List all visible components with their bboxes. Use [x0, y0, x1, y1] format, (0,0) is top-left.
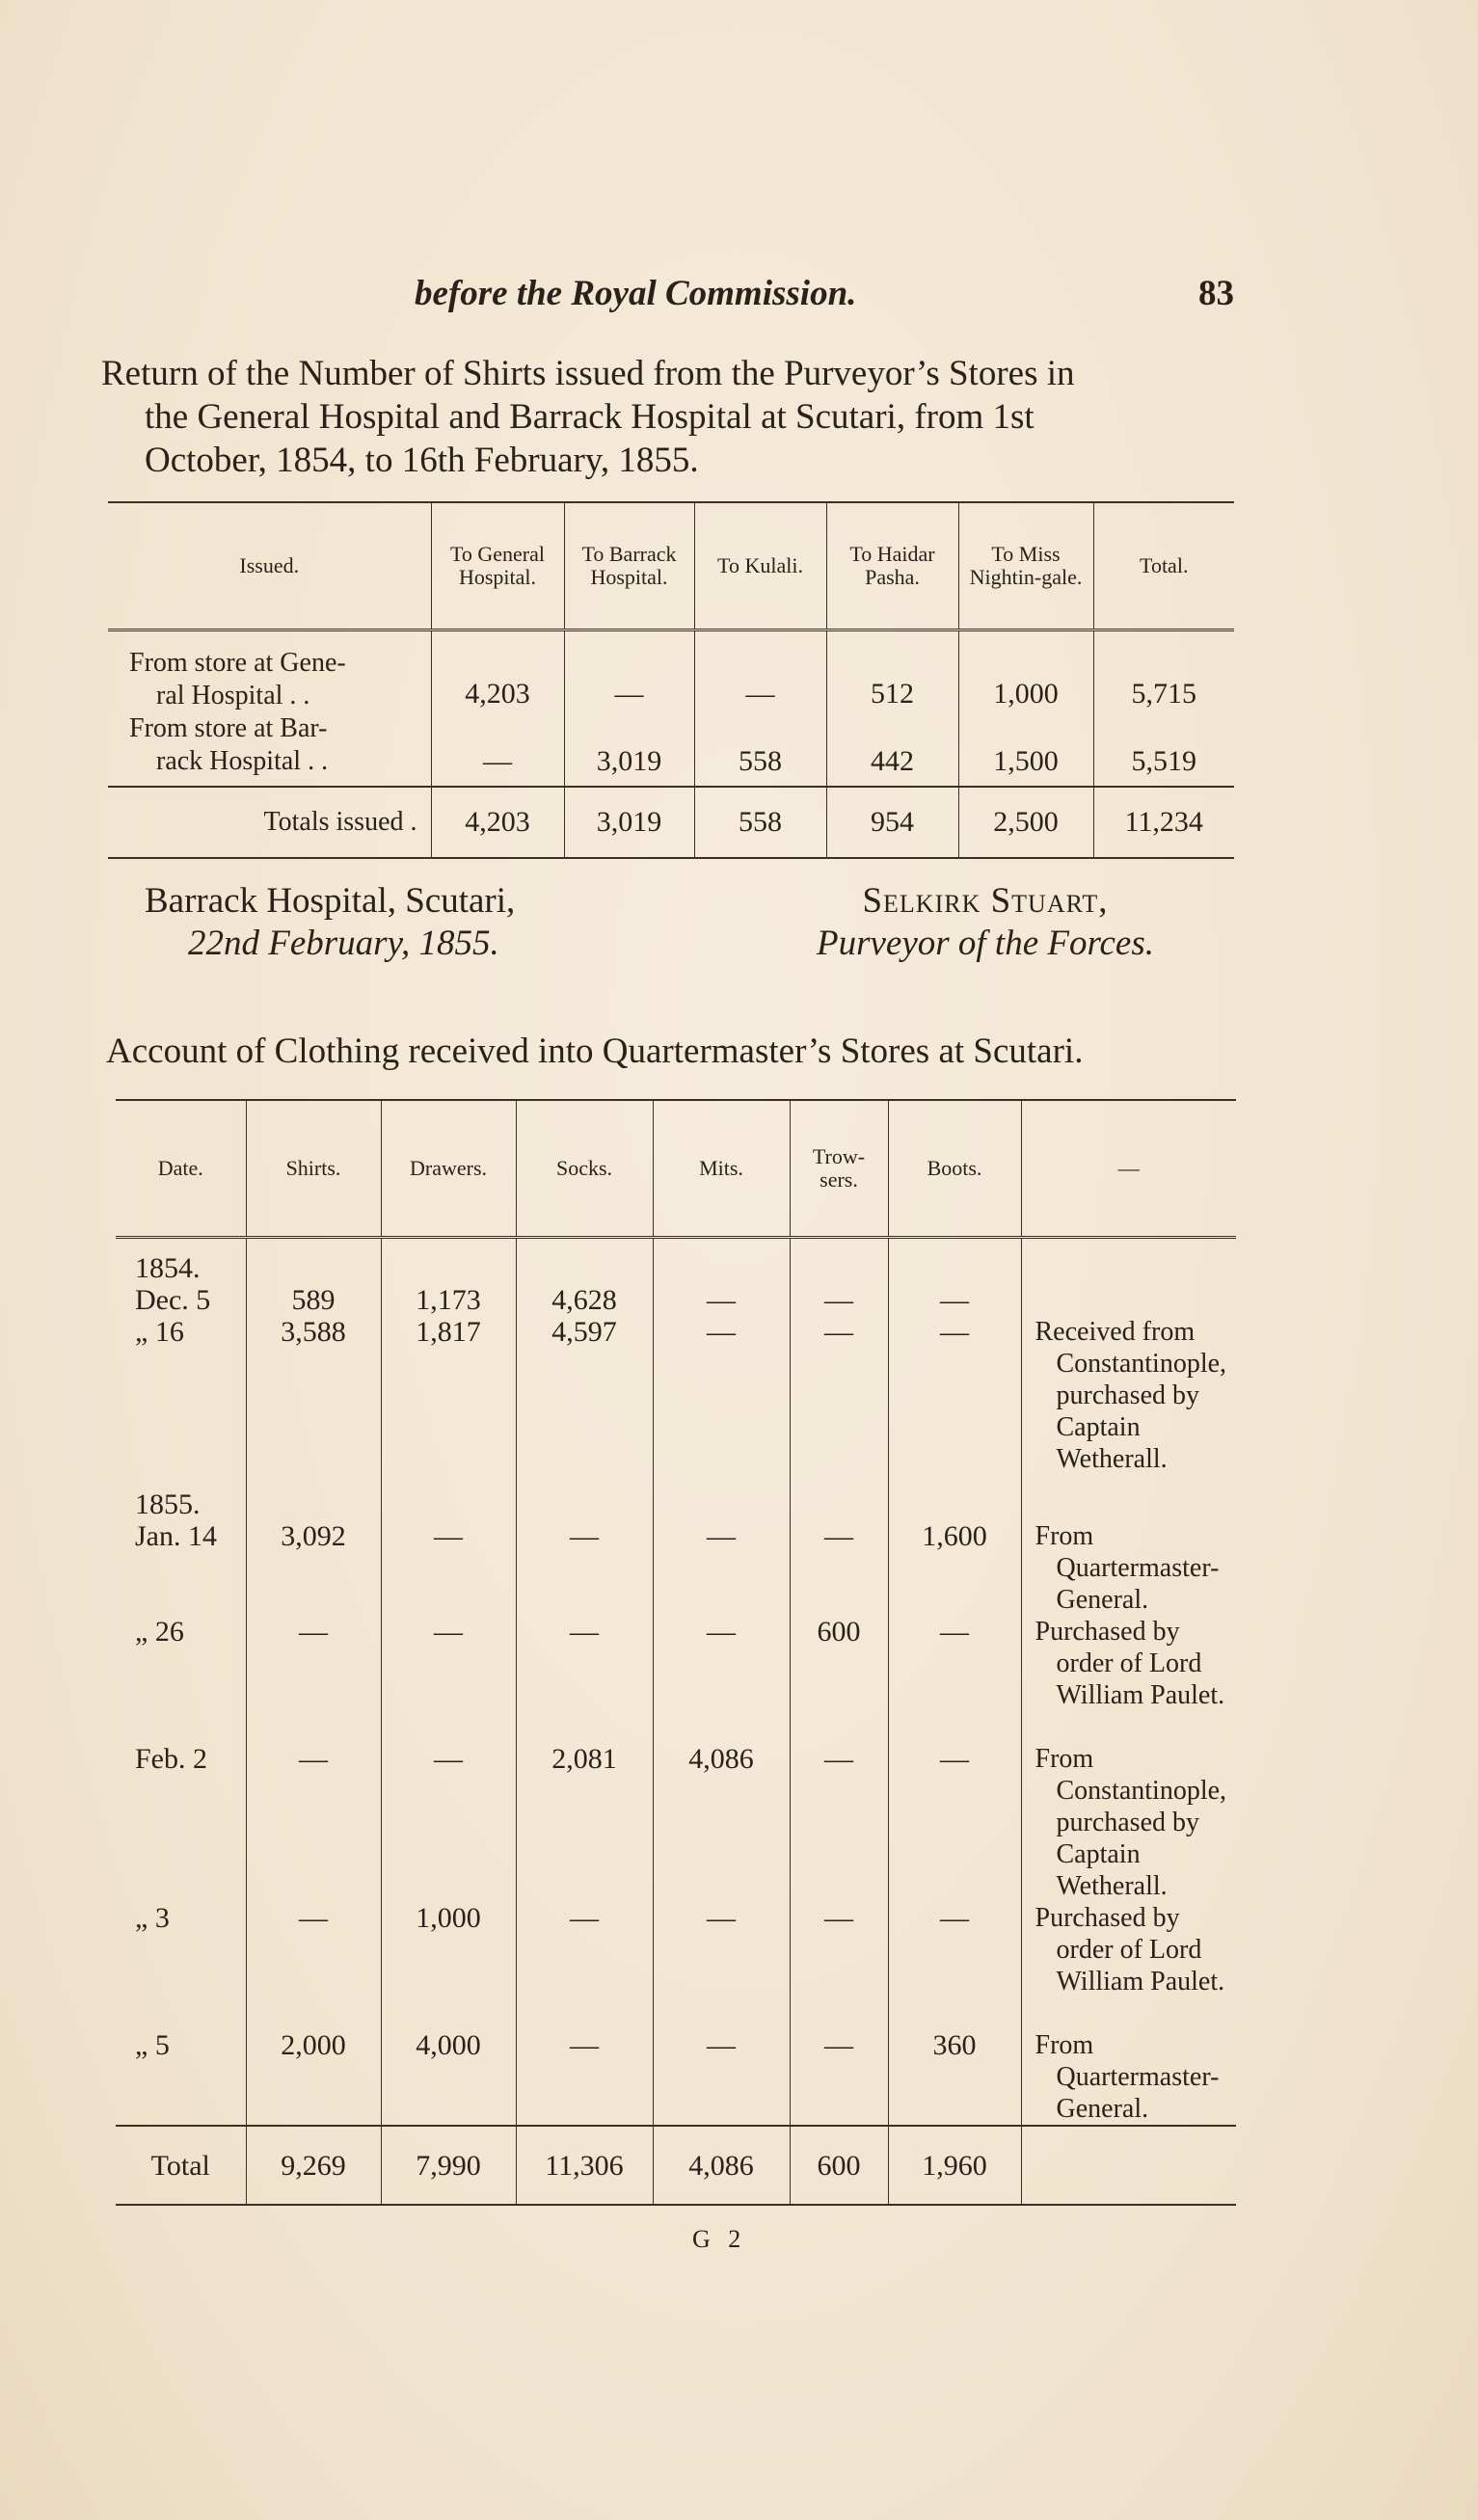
- totals-label: Total: [116, 2126, 246, 2205]
- date-label: „ 5: [135, 2029, 170, 2061]
- col-header-general-hospital: To General Hospital.: [431, 502, 564, 630]
- col-header-drawers: Drawers.: [381, 1100, 516, 1238]
- col-header-kulali: To Kulali.: [694, 502, 826, 630]
- signature-mark: G 2: [692, 2225, 747, 2253]
- table-row: [116, 1902, 1236, 2029]
- total-cell: 4,203: [431, 787, 564, 858]
- col-header-boots: Boots.: [888, 1100, 1021, 1238]
- totals-row: [116, 2126, 1236, 2205]
- cell: 3,019: [564, 712, 694, 787]
- cell: —: [516, 1902, 653, 2029]
- cell: 4,203: [431, 630, 564, 713]
- cell: 2,000: [246, 2029, 381, 2126]
- cell: —: [694, 630, 826, 713]
- cell: 1,600: [888, 1475, 1021, 1616]
- date-cell: [116, 1616, 246, 1743]
- cell: 1,000: [381, 1902, 516, 2029]
- year-label: 1855.: [135, 1488, 201, 1520]
- total-cell: 7,990: [381, 2126, 516, 2205]
- totals-row: [108, 787, 1234, 858]
- total-cell: 3,019: [564, 787, 694, 858]
- cell: —: [653, 1316, 790, 1475]
- col-header-trowsers: Trow-sers.: [790, 1100, 888, 1238]
- signature-place: Barrack Hospital, Scutari,: [145, 881, 516, 921]
- cell: —: [381, 1616, 516, 1743]
- table-header-row: [108, 502, 1234, 630]
- date-label: Jan. 14: [135, 1520, 217, 1552]
- total-cell: 2,500: [958, 787, 1093, 858]
- clothing-received-table: [116, 1099, 1236, 2206]
- cell: —: [888, 1238, 1021, 1317]
- table1-caption: [101, 352, 1239, 482]
- table-row: [116, 1316, 1236, 1475]
- col-header-total: Total.: [1093, 502, 1234, 630]
- cell: —: [790, 1902, 888, 2029]
- cell: 3,588: [246, 1316, 381, 1475]
- date-cell: [116, 1475, 246, 1616]
- cell: —: [381, 1475, 516, 1616]
- cell: 600: [790, 1616, 888, 1743]
- cell: 442: [826, 712, 958, 787]
- date-cell: [116, 2029, 246, 2126]
- col-header-barrack-hospital: To Barrack Hospital.: [564, 502, 694, 630]
- remark-text: Purchased by order of Lord William Paulet.: [1035, 1617, 1225, 1710]
- total-cell: 1,960: [888, 2126, 1021, 2205]
- table-row: [116, 1238, 1236, 1317]
- remark-cell: [1021, 1902, 1236, 2029]
- cell: —: [888, 1743, 1021, 1902]
- cell: 360: [888, 2029, 1021, 2126]
- row-label-line: rack Hospital . .: [156, 746, 329, 776]
- total-cell: [1021, 2126, 1236, 2205]
- cell: —: [653, 2029, 790, 2126]
- date-label: „ 26: [135, 1616, 184, 1648]
- signature-date: 22nd February, 1855.: [188, 924, 499, 963]
- cell: —: [790, 2029, 888, 2126]
- cell: —: [653, 1616, 790, 1743]
- cell: 1,173: [381, 1238, 516, 1317]
- remark-cell: [1021, 1475, 1236, 1616]
- totals-label: Totals issued .: [108, 787, 431, 858]
- cell: —: [888, 1902, 1021, 2029]
- total-cell: 954: [826, 787, 958, 858]
- cell: —: [516, 2029, 653, 2126]
- cell: 512: [826, 630, 958, 713]
- total-cell: 4,086: [653, 2126, 790, 2205]
- cell: —: [653, 1475, 790, 1616]
- col-header-issued: Issued.: [108, 502, 431, 630]
- cell: 4,000: [381, 2029, 516, 2126]
- cell: —: [790, 1316, 888, 1475]
- total-cell: 600: [790, 2126, 888, 2205]
- cell: —: [246, 1902, 381, 2029]
- table-row: [116, 1743, 1236, 1902]
- col-header-shirts: Shirts.: [246, 1100, 381, 1238]
- cell: —: [564, 630, 694, 713]
- remark-cell: [1021, 2029, 1236, 2126]
- cell: 1,817: [381, 1316, 516, 1475]
- cell: 4,597: [516, 1316, 653, 1475]
- cell: 5,715: [1131, 678, 1196, 710]
- col-header-remarks: —: [1021, 1100, 1236, 1238]
- date-cell: [116, 1902, 246, 2029]
- cell: 2,081: [516, 1743, 653, 1902]
- date-cell: [116, 1316, 246, 1475]
- table1-caption-line3: October, 1854, to 16th February, 1855.: [145, 441, 699, 480]
- row-label-line: From store at Bar-: [129, 713, 328, 743]
- signature-place-date: [145, 880, 515, 965]
- cell: 1,500: [958, 712, 1093, 787]
- table-row: [116, 1475, 1236, 1616]
- row-label: [108, 712, 431, 787]
- date-cell: [116, 1238, 246, 1317]
- cell: —: [790, 1475, 888, 1616]
- cell: —: [246, 1616, 381, 1743]
- remark-cell: [1021, 1316, 1236, 1475]
- year-label: 1854.: [135, 1252, 201, 1284]
- shirts-issued-table: [108, 501, 1234, 859]
- total-cell: 558: [694, 787, 826, 858]
- signature-author: [783, 880, 1188, 965]
- cell: —: [516, 1616, 653, 1743]
- cell: 4,086: [653, 1743, 790, 1902]
- cell: 5,519: [1131, 745, 1196, 777]
- cell: —: [790, 1238, 888, 1317]
- table-header-row: [116, 1100, 1236, 1238]
- cell: 3,092: [246, 1475, 381, 1616]
- cell: —: [381, 1743, 516, 1902]
- signature-name: Selkirk Stuart,: [862, 881, 1109, 921]
- date-label: „ 16: [135, 1316, 184, 1348]
- table1-caption-line1: Return of the Number of Shirts issued from the Purveyor’s Stores in: [101, 354, 1075, 393]
- remark-text: From Quartermaster-General.: [1035, 1521, 1220, 1615]
- running-title: before the Royal Commission.: [415, 274, 857, 313]
- cell: —: [888, 1316, 1021, 1475]
- col-header-mits: Mits.: [653, 1100, 790, 1238]
- row-label-line: From store at Gene-: [129, 648, 346, 678]
- date-label: Dec. 5: [135, 1284, 211, 1316]
- signature-role: Purveyor of the Forces.: [816, 924, 1155, 963]
- remark-text: From Quartermaster-General.: [1035, 2030, 1220, 2124]
- remark-cell: [1021, 1616, 1236, 1743]
- table1-caption-line2: the General Hospital and Barrack Hospital at Scutari, from 1st: [145, 397, 1035, 437]
- cell: 589: [246, 1238, 381, 1317]
- cell: 558: [694, 712, 826, 787]
- date-label: Feb. 2: [135, 1743, 207, 1775]
- date-label: „ 3: [135, 1902, 170, 1934]
- total-cell: 11,306: [516, 2126, 653, 2205]
- cell: —: [790, 1743, 888, 1902]
- remark-text: Received from Constantinople, purchased by Captain Wetherall.: [1035, 1317, 1227, 1474]
- cell: —: [431, 712, 564, 787]
- cell: —: [653, 1238, 790, 1317]
- cell: —: [516, 1475, 653, 1616]
- total-cell: 11,234: [1093, 787, 1234, 858]
- table2-caption: Account of Clothing received into Quartermaster’s Stores at Scutari.: [106, 1032, 1084, 1071]
- cell: 1,000: [958, 630, 1093, 713]
- table-row: [108, 630, 1234, 713]
- cell: —: [888, 1616, 1021, 1743]
- date-cell: [116, 1743, 246, 1902]
- table-row: [108, 712, 1234, 787]
- col-header-miss-nightingale: To Miss Nightin-gale.: [958, 502, 1093, 630]
- col-header-haidar-pasha: To Haidar Pasha.: [826, 502, 958, 630]
- total-cell: 9,269: [246, 2126, 381, 2205]
- page-number: 83: [1198, 274, 1234, 313]
- remark-text: Purchased by order of Lord William Paulet.: [1035, 1903, 1225, 1997]
- remark-cell: [1021, 1238, 1236, 1317]
- col-header-date: Date.: [116, 1100, 246, 1238]
- table-row: [116, 2029, 1236, 2126]
- cell: —: [246, 1743, 381, 1902]
- row-label-line: ral Hospital . .: [156, 681, 310, 710]
- cell: —: [653, 1902, 790, 2029]
- remark-text: From Constantinople, purchased by Captain Wetherall.: [1035, 1744, 1227, 1901]
- table-row: [116, 1616, 1236, 1743]
- row-label: [108, 630, 431, 713]
- remark-cell: [1021, 1743, 1236, 1902]
- col-header-socks: Socks.: [516, 1100, 653, 1238]
- cell: 4,628: [516, 1238, 653, 1317]
